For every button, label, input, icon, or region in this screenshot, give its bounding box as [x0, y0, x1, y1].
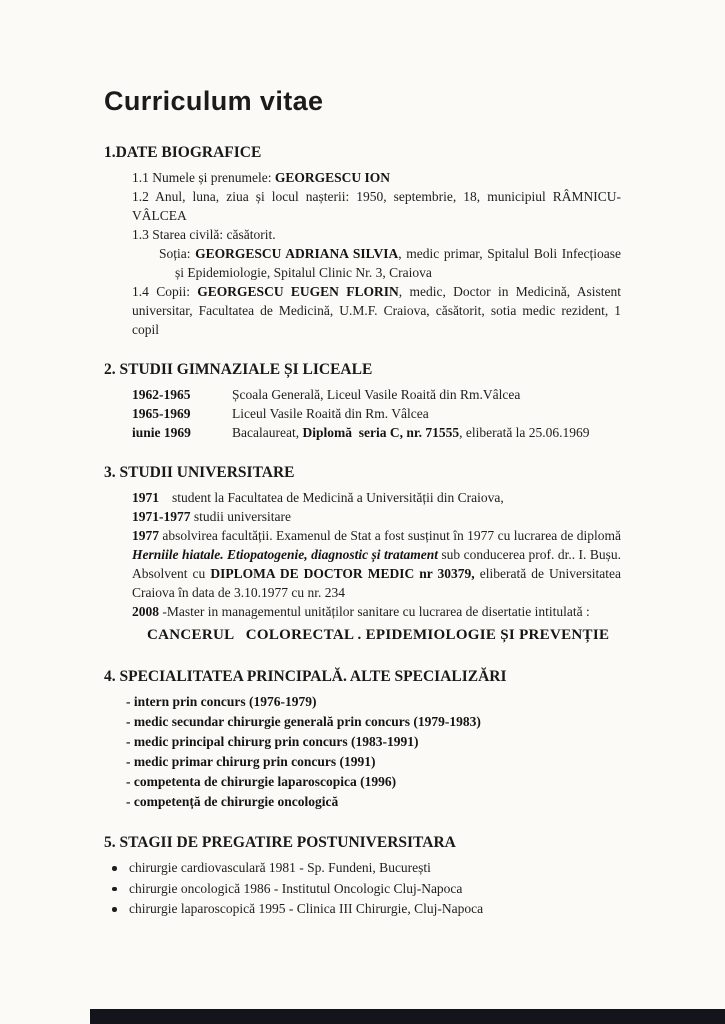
- text-run: Soția:: [159, 246, 196, 262]
- list-item: - intern prin concurs (1976-1979): [126, 694, 317, 710]
- child-name: GEORGESCU EUGEN FLORIN: [197, 284, 399, 300]
- section-5-heading: 5. STAGII DE PREGATIRE POSTUNIVERSITARA: [104, 834, 456, 852]
- list-item: chirurgie cardiovasculară 1981 - Sp. Fundeni, București: [104, 858, 621, 879]
- bio-spouse-line: [104, 244, 621, 282]
- text-run: Bacalaureat,: [232, 425, 303, 441]
- thesis-title: Herniile hiatale. Etiopatogenie, diagnostic și tratament: [132, 547, 438, 563]
- text-run: 1.4 Copii:: [132, 284, 198, 300]
- text-run: sub conducerea prof. dr.. I. Bușu. Absolvent cu: [132, 547, 621, 582]
- section-date-biografice: [104, 143, 621, 339]
- year-run: 1977: [132, 528, 159, 544]
- bio-children-line: [104, 282, 621, 339]
- section-4-heading: 4. SPECIALITATEA PRINCIPALĂ. ALTE SPECIALIZĂRI: [104, 668, 507, 686]
- bio-birth-line: 1.2 Anul, luna, ziua și locul nașterii: 1950, septembrie, 18, municipiul RÂMNICU-VÂLCEA: [132, 189, 621, 224]
- year-run: 1971-1977: [132, 509, 191, 525]
- text-run: , eliberată la 25.06.1969: [459, 425, 590, 441]
- diploma-number: Diplomă seria C, nr. 71555: [302, 425, 460, 441]
- education-row: [104, 404, 621, 423]
- document-title: Curriculum vitae: [104, 86, 324, 116]
- diploma-title: DIPLOMA DE DOCTOR MEDIC nr 30379,: [210, 566, 475, 582]
- section-studii-gimnaziale: [104, 360, 621, 442]
- text-run: , medic primar, Spitalul Boli Infecțioase și Epidemiologie, Spitalul Clinic Nr. 3, Craiova: [175, 246, 621, 281]
- spouse-name: GEORGESCU ADRIANA SILVIA: [195, 246, 399, 262]
- university-line-period: [104, 507, 621, 526]
- list-item: - medic secundar chirurgie generală prin concurs (1979-1983): [126, 714, 481, 730]
- section-studii-universitare: [104, 463, 621, 646]
- text-run: absolvirea facultății. Examenul de Stat a fost susținut în 1977 cu lucrarea de diplomă: [159, 528, 621, 544]
- education-row: [104, 423, 621, 442]
- university-master-line: [104, 602, 621, 621]
- text-run: studii universitare: [190, 509, 291, 525]
- education-years: 1962-1965: [132, 387, 191, 403]
- year-run: 1971: [132, 490, 159, 506]
- list-item: - medic primar chirurg prin concurs (1991): [126, 754, 376, 770]
- education-years: 1965-1969: [132, 406, 191, 422]
- bio-name-line: [104, 168, 621, 187]
- text-run: student la Facultatea de Medicină a Universității din Craiova,: [172, 490, 504, 506]
- bio-marital-line: 1.3 Starea civilă: căsătorit.: [132, 227, 276, 243]
- section-3-heading: 3. STUDII UNIVERSITARE: [104, 464, 295, 482]
- year-run: 2008: [132, 604, 159, 620]
- section-stagii-postuniversitare: [104, 833, 621, 920]
- education-description: Școala Generală, Liceul Vasile Roaită din Rm.Vâlcea: [232, 387, 521, 403]
- university-line-1971: [104, 488, 621, 507]
- education-years: iunie 1969: [132, 425, 191, 441]
- education-description: Liceul Vasile Roaită din Rm. Vâlcea: [232, 406, 429, 422]
- scan-edge-artifact: [90, 1009, 725, 1024]
- education-description: [232, 423, 621, 442]
- education-row: [104, 385, 621, 404]
- text-run: -Master in managementul unităților sanitare cu lucrarea de disertatie intitulată :: [159, 604, 590, 620]
- list-item: - competență de chirurgie oncologică: [126, 794, 339, 810]
- list-item: - medic principal chirurg prin concurs (1983-1991): [126, 734, 419, 750]
- text-run: , medic, Doctor in Medicină, Asistent universitar, Facultatea de Medicină, U.M.F. Craiova, căsătorit, sotia medic rezident, 1 copil: [132, 284, 621, 338]
- text-run: 1.1 Numele și prenumele:: [132, 170, 275, 186]
- list-item: chirurgie laparoscopică 1995 - Clinica III Chirurgie, Cluj-Napoca: [104, 899, 621, 920]
- section-1-heading: 1.DATE BIOGRAFICE: [104, 144, 262, 162]
- section-2-heading: 2. STUDII GIMNAZIALE ȘI LICEALE: [104, 361, 373, 379]
- text-run: eliberată de Universitatea Craiova în data de 3.10.1977 cu nr. 234: [132, 566, 621, 601]
- list-item: chirurgie oncologică 1986 - Institutul Oncologic Cluj-Napoca: [104, 879, 621, 900]
- section-specializari: [104, 667, 621, 812]
- list-item: - competenta de chirurgie laparoscopica (1996): [126, 774, 397, 790]
- university-graduation-paragraph: [104, 526, 621, 602]
- master-thesis-title: CANCERUL COLORECTAL . EPIDEMIOLOGIE ȘI PREVENȚIE: [147, 627, 610, 644]
- person-name: GEORGESCU ION: [274, 170, 390, 186]
